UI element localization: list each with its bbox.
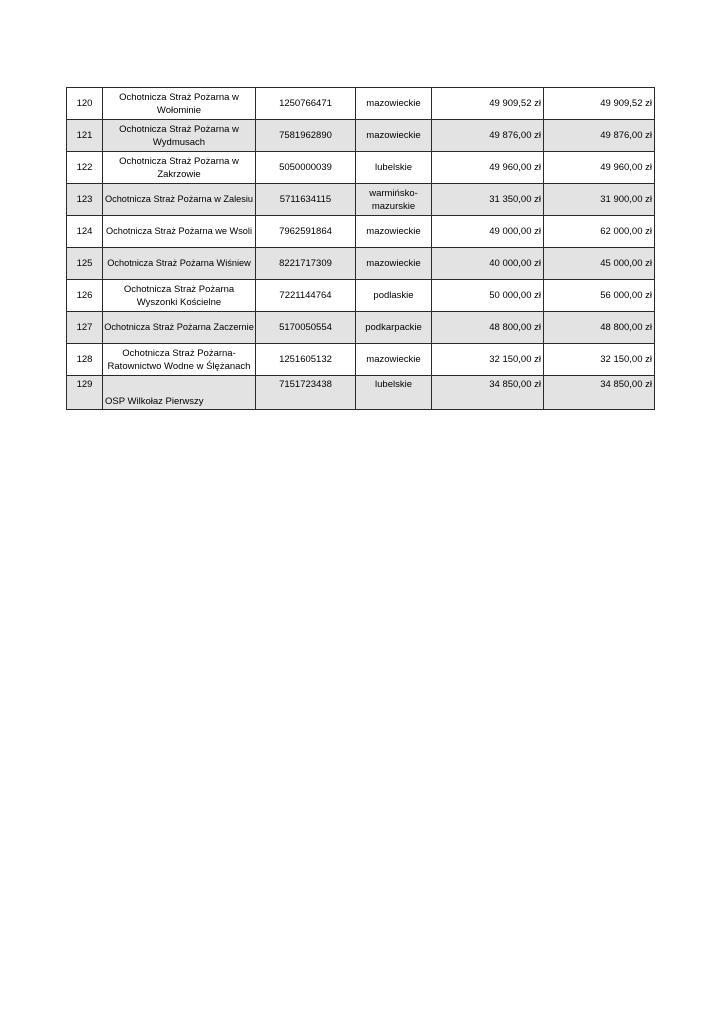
- amount-total: 48 800,00 zł: [544, 312, 655, 344]
- amount-requested: 32 150,00 zł: [432, 344, 544, 376]
- organization-name: Ochotnicza Straż Pożarna-Ratownictwo Wodne w Ślężanach: [103, 344, 256, 376]
- amount-total: 45 000,00 zł: [544, 248, 655, 280]
- row-number: 128: [67, 344, 103, 376]
- row-number: 129: [67, 376, 103, 410]
- nip-number: 5170050554: [256, 312, 356, 344]
- voivodeship: mazowieckie: [356, 88, 432, 120]
- amount-requested: 34 850,00 zł: [432, 376, 544, 410]
- nip-number: 7962591864: [256, 216, 356, 248]
- amount-requested: 49 960,00 zł: [432, 152, 544, 184]
- organization-name: Ochotnicza Straż Pożarna we Wsoli: [103, 216, 256, 248]
- organization-name: Ochotnicza Straż Pożarna w Wołominie: [103, 88, 256, 120]
- amount-total: 49 960,00 zł: [544, 152, 655, 184]
- amount-requested: 40 000,00 zł: [432, 248, 544, 280]
- row-number: 127: [67, 312, 103, 344]
- voivodeship: mazowieckie: [356, 120, 432, 152]
- amount-total: 49 876,00 zł: [544, 120, 655, 152]
- nip-number: 8221717309: [256, 248, 356, 280]
- table-row: [67, 216, 655, 248]
- row-number: 126: [67, 280, 103, 312]
- amount-total: 56 000,00 zł: [544, 280, 655, 312]
- nip-number: 5050000039: [256, 152, 356, 184]
- row-number: 123: [67, 184, 103, 216]
- amount-total: 49 909,52 zł: [544, 88, 655, 120]
- table-row: [67, 88, 655, 120]
- table-row: [67, 184, 655, 216]
- nip-number: 7151723438: [256, 376, 356, 410]
- table-row: [67, 312, 655, 344]
- row-number: 121: [67, 120, 103, 152]
- amount-total: 31 900,00 zł: [544, 184, 655, 216]
- nip-number: 5711634115: [256, 184, 356, 216]
- table-row: [67, 280, 655, 312]
- table-row: [67, 344, 655, 376]
- row-number: 125: [67, 248, 103, 280]
- organization-name: Ochotnicza Straż Pożarna w Wydmusach: [103, 120, 256, 152]
- nip-number: 7221144764: [256, 280, 356, 312]
- amount-requested: 49 909,52 zł: [432, 88, 544, 120]
- amount-total: 34 850,00 zł: [544, 376, 655, 410]
- row-number: 122: [67, 152, 103, 184]
- organization-name: Ochotnicza Straż Pożarna Zaczernie: [103, 312, 256, 344]
- nip-number: 7581962890: [256, 120, 356, 152]
- amount-total: 62 000,00 zł: [544, 216, 655, 248]
- organization-name: Ochotnicza Straż Pożarna Wiśniew: [103, 248, 256, 280]
- amount-total: 32 150,00 zł: [544, 344, 655, 376]
- voivodeship: mazowieckie: [356, 344, 432, 376]
- organization-name: Ochotnicza Straż Pożarna w Zalesiu: [103, 184, 256, 216]
- organization-name: OSP Wilkołaz Pierwszy: [103, 376, 256, 410]
- voivodeship: mazowieckie: [356, 216, 432, 248]
- voivodeship: lubelskie: [356, 152, 432, 184]
- row-number: 120: [67, 88, 103, 120]
- nip-number: 1251605132: [256, 344, 356, 376]
- amount-requested: 31 350,00 zł: [432, 184, 544, 216]
- nip-number: 1250766471: [256, 88, 356, 120]
- organization-name: Ochotnicza Straż Pożarna w Zakrzowie: [103, 152, 256, 184]
- voivodeship: podlaskie: [356, 280, 432, 312]
- amount-requested: 48 800,00 zł: [432, 312, 544, 344]
- table-row: [67, 248, 655, 280]
- organization-name: Ochotnicza Straż Pożarna Wyszonki Kościelne: [103, 280, 256, 312]
- grant-table: [66, 87, 655, 410]
- row-number: 124: [67, 216, 103, 248]
- voivodeship: lubelskie: [356, 376, 432, 410]
- table-row: [67, 376, 655, 410]
- amount-requested: 49 000,00 zł: [432, 216, 544, 248]
- amount-requested: 49 876,00 zł: [432, 120, 544, 152]
- voivodeship: warmińsko-mazurskie: [356, 184, 432, 216]
- voivodeship: podkarpackie: [356, 312, 432, 344]
- amount-requested: 50 000,00 zł: [432, 280, 544, 312]
- table-row: [67, 152, 655, 184]
- table-row: [67, 120, 655, 152]
- voivodeship: mazowieckie: [356, 248, 432, 280]
